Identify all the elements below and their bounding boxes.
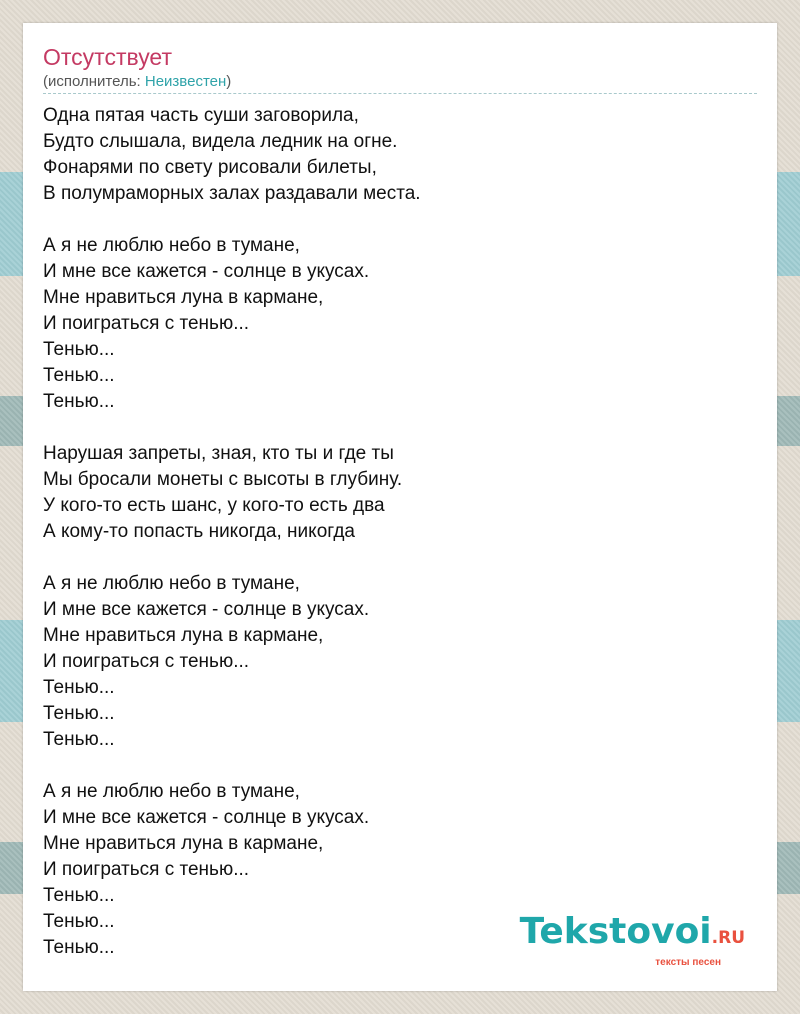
lyric-line: Тенью... bbox=[43, 391, 115, 412]
lyric-line: И поиграться с тенью... bbox=[43, 859, 250, 880]
lyric-line: А кому-то попасть никогда, никогда bbox=[43, 521, 355, 542]
lyric-line: У кого-то есть шанс, у кого-то есть два bbox=[43, 495, 385, 516]
performer-suffix: ) bbox=[226, 73, 232, 90]
performer-line bbox=[43, 73, 231, 91]
lyric-line: Тенью... bbox=[43, 365, 115, 386]
song-title: Отсутствует bbox=[43, 44, 172, 70]
lyric-line: А я не люблю небо в тумане, bbox=[43, 573, 300, 594]
lyric-line: Тенью... bbox=[43, 885, 115, 906]
lyrics-stanza bbox=[43, 233, 743, 415]
lyric-line: Будто слышала, видела ледник на огне. bbox=[43, 131, 398, 152]
lyric-line: А я не люблю небо в тумане, bbox=[43, 781, 300, 802]
lyrics-stanza bbox=[43, 441, 743, 545]
lyric-line: Фонарями по свету рисовали билеты, bbox=[43, 157, 377, 178]
lyric-line: Тенью... bbox=[43, 937, 115, 958]
lyric-line: И поиграться с тенью... bbox=[43, 313, 250, 334]
lyric-line: В полумраморных залах раздавали места. bbox=[43, 183, 421, 204]
lyric-line: Тенью... bbox=[43, 677, 115, 698]
lyric-line: Тенью... bbox=[43, 729, 115, 750]
logo-wordmark bbox=[520, 913, 745, 957]
lyric-line: И мне все кажется - солнце в укусах. bbox=[43, 599, 370, 620]
lyric-line: Тенью... bbox=[43, 339, 115, 360]
lyric-line: И мне все кажется - солнце в укусах. bbox=[43, 807, 370, 828]
lyrics-stanza bbox=[43, 103, 743, 207]
lyric-line: И поиграться с тенью... bbox=[43, 651, 250, 672]
performer-link[interactable]: Неизвестен bbox=[144, 73, 227, 90]
title-divider bbox=[43, 93, 757, 94]
lyric-line: Мне нравиться луна в кармане, bbox=[43, 287, 324, 308]
logo-tagline: тексты песен bbox=[655, 957, 721, 968]
site-logo[interactable] bbox=[520, 913, 745, 969]
lyric-line: Нарушая запреты, зная, кто ты и где ты bbox=[43, 443, 394, 464]
lyric-line: Одна пятая часть суши заговорила, bbox=[43, 105, 359, 126]
logo-brand: Tekstovoi bbox=[519, 911, 712, 952]
lyrics-stanza bbox=[43, 571, 743, 753]
performer-prefix: (исполнитель: bbox=[43, 73, 145, 90]
lyric-line: Тенью... bbox=[43, 911, 115, 932]
lyric-line: Мне нравиться луна в кармане, bbox=[43, 625, 324, 646]
lyric-line: А я не люблю небо в тумане, bbox=[43, 235, 300, 256]
lyrics-text bbox=[43, 103, 743, 987]
lyric-line: Мне нравиться луна в кармане, bbox=[43, 833, 324, 854]
lyric-line: Мы бросали монеты с высоты в глубину. bbox=[43, 469, 403, 490]
lyric-line: Тенью... bbox=[43, 703, 115, 724]
logo-tld: .RU bbox=[711, 928, 745, 948]
lyric-line: И мне все кажется - солнце в укусах. bbox=[43, 261, 370, 282]
lyrics-card bbox=[23, 23, 777, 991]
